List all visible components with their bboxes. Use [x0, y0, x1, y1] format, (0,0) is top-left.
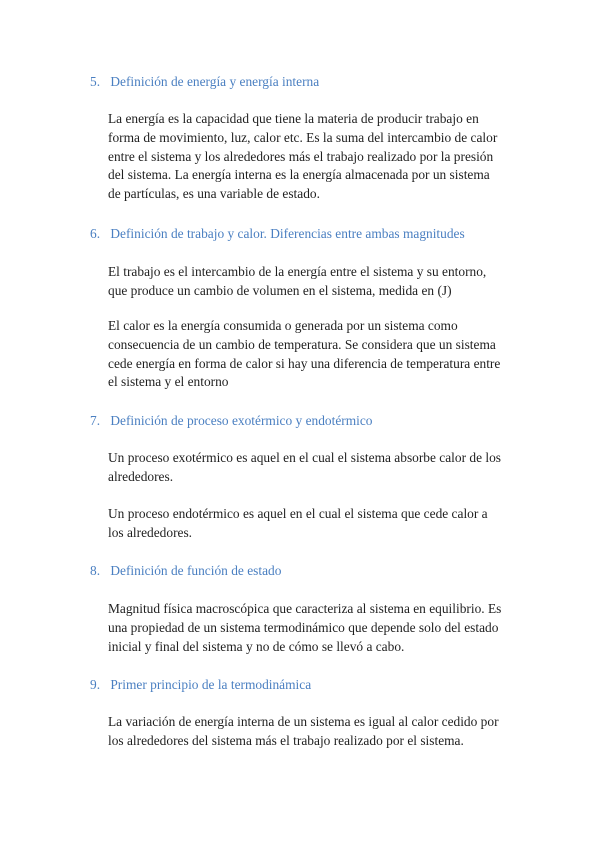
- text-line: Magnitud física macroscópica que caracteriza al sistema en equilibrio. Es: [108, 601, 502, 616]
- text-line: los alrededores.: [108, 524, 193, 540]
- text-line: Un proceso exotérmico es aquel en el cual el sistema absorbe calor de los: [108, 450, 502, 465]
- text-line: El trabajo es el intercambio de la energía entre el sistema y su entorno,: [108, 264, 487, 279]
- text-line: forma de movimiento, luz, calor etc. Es la suma del intercambio de calor: [108, 129, 498, 145]
- text-line: una propiedad de un sistema termodinámico que depende solo del estado: [108, 619, 499, 635]
- text-line: de partículas, es una variable de estado.: [108, 186, 320, 202]
- paragraph: [108, 263, 532, 301]
- paragraph: [108, 505, 532, 543]
- text-line: La variación de energía interna de un sistema es igual al calor cedido por: [108, 714, 499, 729]
- section-title: Definición de energía y energía interna: [110, 74, 320, 89]
- section-title: Definición de proceso exotérmico y endotérmico: [110, 413, 373, 428]
- text-line: consecuencia de un cambio de temperatura. Se considera que un sistema: [108, 336, 496, 352]
- section-heading: [90, 412, 373, 430]
- section-title: Primer principio de la termodinámica: [110, 677, 312, 692]
- section-number: 6.: [90, 226, 101, 241]
- paragraph: [108, 110, 532, 204]
- text-line: El calor es la energía consumida o generada por un sistema como: [108, 318, 458, 333]
- text-line: inicial y final del sistema y no de cómo se llevó a cabo.: [108, 638, 405, 654]
- section-number: 7.: [90, 413, 101, 428]
- paragraph: [108, 449, 532, 487]
- paragraph: [108, 317, 532, 392]
- text-line: el sistema y el entorno: [108, 374, 229, 390]
- text-line: del sistema. La energía interna es la energía almacenada por un sistema: [108, 167, 490, 183]
- text-line: alrededores.: [108, 468, 174, 484]
- section-number: 8.: [90, 563, 101, 578]
- section-heading: [90, 73, 319, 91]
- text-line: Un proceso endotérmico es aquel en el cual el sistema que cede calor a: [108, 506, 488, 521]
- text-line: los alrededores del sistema más el trabajo realizado por el sistema.: [108, 732, 464, 748]
- paragraph: [108, 600, 532, 656]
- section-heading: [90, 225, 465, 243]
- text-line: cede energía en forma de calor si hay una diferencia de temperatura entre: [108, 355, 501, 371]
- section-title: Definición de función de estado: [110, 563, 282, 578]
- section-number: 9.: [90, 677, 101, 692]
- section-heading: [90, 676, 311, 694]
- text-line: que produce un cambio de volumen en el sistema, medida en (J): [108, 282, 452, 298]
- section-number: 5.: [90, 74, 101, 89]
- section-title: Definición de trabajo y calor. Diferencias entre ambas magnitudes: [110, 226, 465, 241]
- section-heading: [90, 562, 281, 580]
- text-line: La energía es la capacidad que tiene la materia de producir trabajo en: [108, 111, 479, 126]
- paragraph: [108, 713, 532, 751]
- text-line: entre el sistema y los alrededores más el trabajo realizado por la presión: [108, 148, 494, 164]
